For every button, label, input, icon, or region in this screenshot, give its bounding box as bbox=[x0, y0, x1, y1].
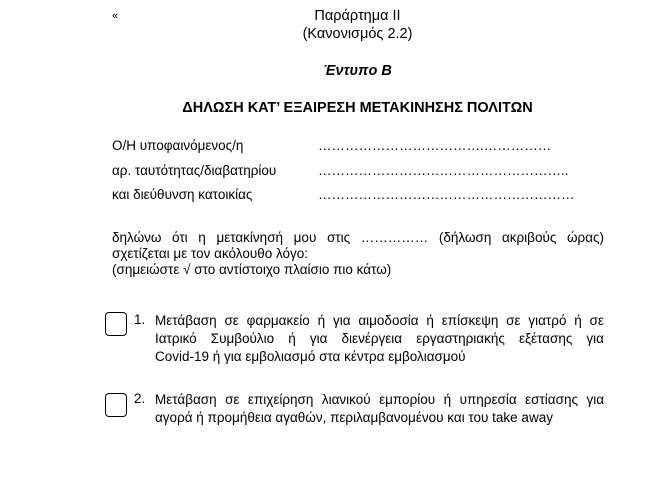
field-label-address: και διεύθυνση κατοικίας bbox=[112, 187, 253, 202]
statement-line-3: (σημειώστε √ στο αντίστοιχο πλαίσιο πιο κάτω) bbox=[112, 262, 392, 277]
option-1-line-2: Ιατρικό Συμβούλιο ή για διενέργεια εργαστηριακής εξέτασης για bbox=[155, 331, 604, 346]
option-2-number: 2. bbox=[134, 391, 146, 406]
regulation-reference: (Κανονισμός 2.2) bbox=[302, 26, 413, 42]
field-id-blank[interactable]: ……………………………………………….. bbox=[318, 163, 569, 178]
field-address-blank[interactable]: ………………………………………………… bbox=[318, 187, 575, 202]
option-2-line-2: αγορά ή προμήθεια αγαθών, περιλαμβανομένου και του take away bbox=[155, 410, 553, 425]
form-title: Έντυπο Β bbox=[323, 63, 392, 79]
field-label-id: αρ. ταυτότητας/διαβατηρίου bbox=[112, 163, 277, 178]
option-1-line-1: Μετάβαση σε φαρμακείο ή για αιμοδοσία ή επίσκεψη σε γιατρό ή σε bbox=[155, 313, 604, 328]
option-1-line-3: Covid-19 ή για εμβολιασμό στα κέντρα εμβολιασμού bbox=[155, 349, 466, 364]
field-label-name: Ο/Η υποφαινόμενος/η bbox=[112, 138, 244, 153]
field-name-blank[interactable]: ……………………………….…………… bbox=[318, 138, 552, 153]
quote-mark: « bbox=[112, 10, 119, 22]
annex-heading: Παράρτημα ΙΙ bbox=[314, 8, 401, 24]
option-2-line-1: Μετάβαση σε επιχείρηση λιανικού εμπορίου ή υπηρεσία εστίασης για bbox=[155, 392, 604, 407]
option-2-checkbox[interactable] bbox=[105, 393, 127, 417]
option-1-text bbox=[155, 312, 604, 366]
declaration-title: ΔΗΛΩΣΗ ΚΑΤ’ ΕΞΑΙΡΕΣΗ ΜΕΤΑΚΙΝΗΣΗΣ ΠΟΛΙΤΩΝ bbox=[182, 100, 533, 116]
statement-line-1: δηλώνω ότι η μετακίνησή μου στις …………… (δήλωση ακριβούς ώρας) bbox=[112, 230, 604, 245]
option-2-text bbox=[155, 391, 604, 427]
option-1-checkbox[interactable] bbox=[105, 312, 127, 336]
option-1-number: 1. bbox=[134, 312, 146, 327]
statement-line-2: σχετίζεται με τον ακόλουθο λόγο: bbox=[112, 246, 309, 261]
